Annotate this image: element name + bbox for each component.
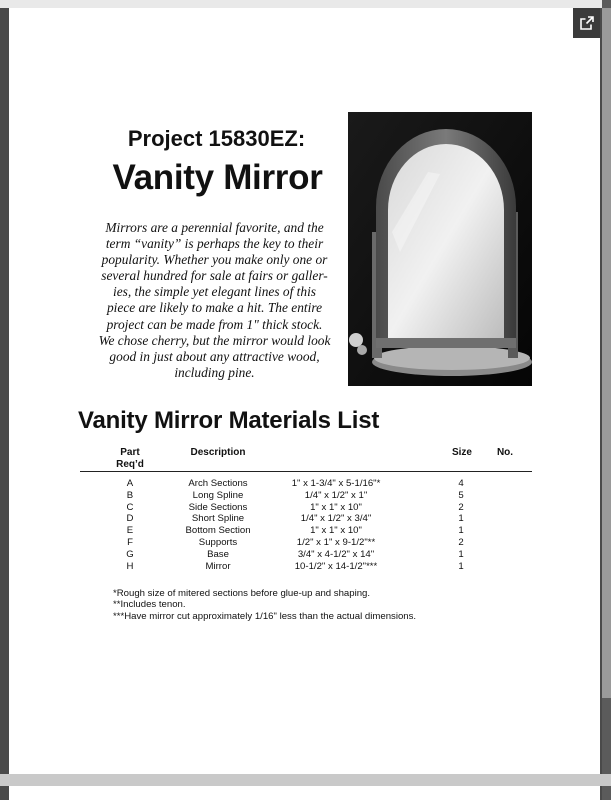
table-row xyxy=(80,478,532,490)
part-size: 2 xyxy=(458,536,464,548)
part-description: Long Spline xyxy=(192,489,244,501)
part-letter: G xyxy=(126,548,134,560)
part-size: 1 xyxy=(458,525,464,537)
table-row xyxy=(80,549,532,561)
footnote: **Includes tenon. xyxy=(113,599,186,611)
part-size: 2 xyxy=(458,501,464,513)
intro-line: piece are likely to make a hit. The entire xyxy=(106,300,323,316)
materials-table xyxy=(80,478,532,572)
vanity-mirror-photo xyxy=(348,112,532,386)
header-part-line1: Part xyxy=(120,447,140,458)
intro-paragraph xyxy=(72,220,357,381)
part-description: Short Spline xyxy=(191,513,245,525)
intro-line: ies, the simple yet elegant lines of this xyxy=(112,284,317,300)
part-dimensions: 10-1/2" x 14-1/2"*** xyxy=(294,560,378,572)
part-letter: F xyxy=(127,536,133,548)
intro-line: popularity. Whether you make only one or xyxy=(101,252,328,268)
header-part xyxy=(112,447,148,471)
part-description: Arch Sections xyxy=(188,478,248,489)
part-letter: D xyxy=(126,513,134,525)
part-description: Side Sections xyxy=(188,501,248,513)
intro-line: We chose cherry, but the mirror would look xyxy=(98,332,331,348)
footnote: ***Have mirror cut approximately 1/16" less than the actual dimensions. xyxy=(113,610,417,622)
part-description: Mirror xyxy=(205,560,231,572)
part-dimensions: 1/4" x 1/2" x 1" xyxy=(304,489,368,501)
part-letter: H xyxy=(126,560,134,572)
table-row xyxy=(80,525,532,537)
intro-line: including pine. xyxy=(174,364,255,380)
table-row xyxy=(80,561,532,573)
part-letter: E xyxy=(126,525,134,537)
header-size: Size xyxy=(451,447,472,458)
next-document-page xyxy=(9,786,600,800)
intro-line: good in just about any attractive wood, xyxy=(109,348,320,364)
part-letter: B xyxy=(126,489,134,501)
page-separator xyxy=(0,774,611,786)
intro-line: Mirrors are a perennial favorite, and the xyxy=(105,220,324,235)
open-in-new-button[interactable] xyxy=(573,8,600,38)
part-dimensions: 1" x 1-3/4" x 5-1/16"* xyxy=(291,478,381,489)
table-row xyxy=(80,490,532,502)
viewer-top-bar xyxy=(0,0,611,8)
part-size: 4 xyxy=(458,478,464,489)
part-size: 1 xyxy=(458,548,464,560)
part-description: Bottom Section xyxy=(185,525,251,537)
intro-line: project can be made from 1" thick stock. xyxy=(106,316,323,332)
vanity-mirror-illustration xyxy=(348,112,532,386)
part-size: 1 xyxy=(458,513,464,525)
part-dimensions: 1" x 1" x 10" xyxy=(310,525,362,537)
part-dimensions: 3/4" x 4-1/2" x 14" xyxy=(297,548,375,560)
header-part-line2: Req’d xyxy=(116,459,144,470)
part-letter: C xyxy=(126,501,134,513)
table-header-rule xyxy=(80,471,532,472)
part-size: 5 xyxy=(458,489,464,501)
intro-line: term “vanity” is perhaps the key to their xyxy=(105,236,324,252)
header-no: No. xyxy=(496,447,514,458)
table-row xyxy=(80,502,532,514)
open-in-new-icon xyxy=(580,16,594,30)
page-title: Vanity Mirror xyxy=(112,158,323,197)
materials-footnotes xyxy=(113,588,416,622)
table-row xyxy=(80,513,532,525)
scrollbar-thumb[interactable] xyxy=(602,8,611,698)
header-description: Description xyxy=(190,447,246,458)
intro-line: several hundred for sale at fairs or galler- xyxy=(101,268,328,284)
project-number: Project 15830EZ: xyxy=(127,126,306,151)
part-dimensions: 1/2" x 1" x 9-1/2"** xyxy=(296,536,376,548)
part-dimensions: 1/4" x 1/2" x 3/4" xyxy=(300,513,372,525)
part-description: Base xyxy=(207,548,229,560)
part-dimensions: 1" x 1" x 10" xyxy=(310,501,362,513)
materials-list-title: Vanity Mirror Materials List xyxy=(78,407,380,434)
part-size: 1 xyxy=(458,560,464,572)
table-row xyxy=(80,537,532,549)
part-description: Supports xyxy=(198,536,238,548)
part-letter: A xyxy=(126,478,134,489)
footnote: *Rough size of mitered sections before glue-up and shaping. xyxy=(113,588,371,599)
